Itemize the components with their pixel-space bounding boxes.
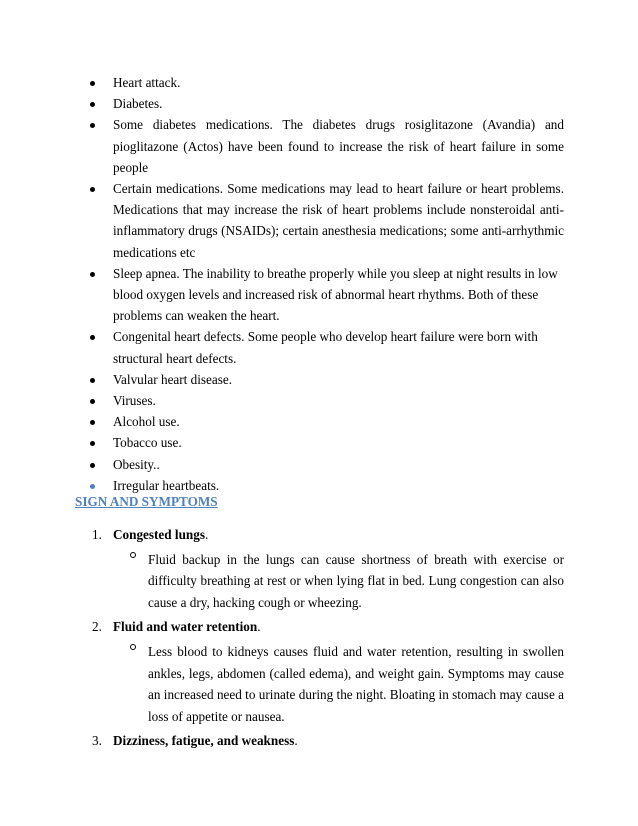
title-suffix: . xyxy=(257,619,261,635)
list-item xyxy=(90,72,564,93)
list-item-text: Heart attack. xyxy=(113,75,181,90)
symptom-title: Congested lungs xyxy=(113,527,205,542)
bullet-icon xyxy=(90,441,95,446)
bullet-icon xyxy=(90,484,95,489)
symptom-detail-text: Less blood to kidneys causes fluid and water retention, resulting in swollen ankles, legs, abdomen (called edema), and weight gain. Symptoms may cause an increased need to urinate during the night. Bloating in stomach may cause a loss of appetite or nausea. xyxy=(148,643,564,724)
list-item xyxy=(90,411,564,432)
list-item xyxy=(90,263,564,327)
bullet-icon xyxy=(90,81,95,86)
symptom-detail xyxy=(148,641,564,727)
list-item-text: Sleep apnea. The inability to breathe properly while you sleep at night results in low blood oxygen levels and increased risk of abnormal heart rhythms. Both of these problems can weaken the heart. xyxy=(113,265,558,324)
symptom-detail xyxy=(148,549,564,614)
symptom-item xyxy=(92,524,564,613)
title-suffix: . xyxy=(294,733,298,749)
list-item-text: Obesity.. xyxy=(113,456,160,472)
circle-bullet-icon xyxy=(130,552,136,558)
list-item xyxy=(90,390,564,411)
list-item xyxy=(90,178,564,263)
symptom-heading xyxy=(92,616,564,638)
item-number: 1. xyxy=(92,527,102,542)
list-item-text: Alcohol use. xyxy=(113,414,180,430)
symptom-heading xyxy=(92,730,564,752)
title-suffix: . xyxy=(204,527,209,542)
list-item-text: Certain medications. Some medications may lead to heart failure or heart problems. Medications that may increase the risk of heart problems include nonsteroidal anti-inflammatory drugs (NSAIDs); certain anesthesia medications; some anti-arrhythmic medications etc xyxy=(113,181,564,260)
list-item-text: Viruses. xyxy=(113,393,156,409)
item-number: 2. xyxy=(92,619,102,635)
bullet-icon xyxy=(90,272,95,277)
item-number: 3. xyxy=(92,733,102,749)
symptom-list xyxy=(92,524,564,752)
bullet-icon xyxy=(90,102,95,107)
list-item xyxy=(90,114,564,178)
symptom-detail-text: Fluid backup in the lungs can cause shortness of breath with exercise or difficulty breathing at rest or when lying flat in bed. Lung congestion can also cause a dry, hacking cough or wheezing. xyxy=(148,551,564,610)
symptom-detail-list xyxy=(113,549,564,614)
bullet-icon xyxy=(90,463,95,468)
bullet-icon xyxy=(90,123,95,128)
section-heading: SIGN AND SYMPTOMS xyxy=(75,494,218,509)
list-item xyxy=(90,454,564,475)
list-item xyxy=(90,432,564,453)
list-item xyxy=(90,326,564,368)
list-item-text: Valvular heart disease. xyxy=(113,371,233,387)
bullet-icon xyxy=(90,187,95,192)
symptom-detail-list xyxy=(113,641,564,727)
risk-factor-list xyxy=(90,72,564,496)
list-item xyxy=(90,93,564,114)
symptom-title: Fluid and water retention xyxy=(113,619,258,635)
bullet-icon xyxy=(90,378,95,383)
list-item-text: Irregular heartbeats. xyxy=(113,477,220,493)
bullet-icon xyxy=(90,335,95,340)
bullet-icon xyxy=(90,420,95,425)
list-item-text: Diabetes. xyxy=(113,96,163,112)
symptom-heading xyxy=(92,524,564,546)
symptom-item xyxy=(92,730,564,752)
symptom-item xyxy=(92,616,564,727)
list-item-text: Tobacco use. xyxy=(113,435,182,451)
bullet-icon xyxy=(90,399,95,404)
list-item xyxy=(90,369,564,390)
list-item-text: Some diabetes medications. The diabetes drugs rosiglitazone (Avandia) and pioglitazone (Actos) have been found to increase the risk of heart failure in some people xyxy=(113,117,564,175)
circle-bullet-icon xyxy=(130,644,136,650)
list-item xyxy=(90,475,564,496)
symptom-title: Dizziness, fatigue, and weakness xyxy=(113,733,295,749)
list-item-text: Congenital heart defects. Some people who develop heart failure were born with structural heart defects. xyxy=(113,329,538,366)
